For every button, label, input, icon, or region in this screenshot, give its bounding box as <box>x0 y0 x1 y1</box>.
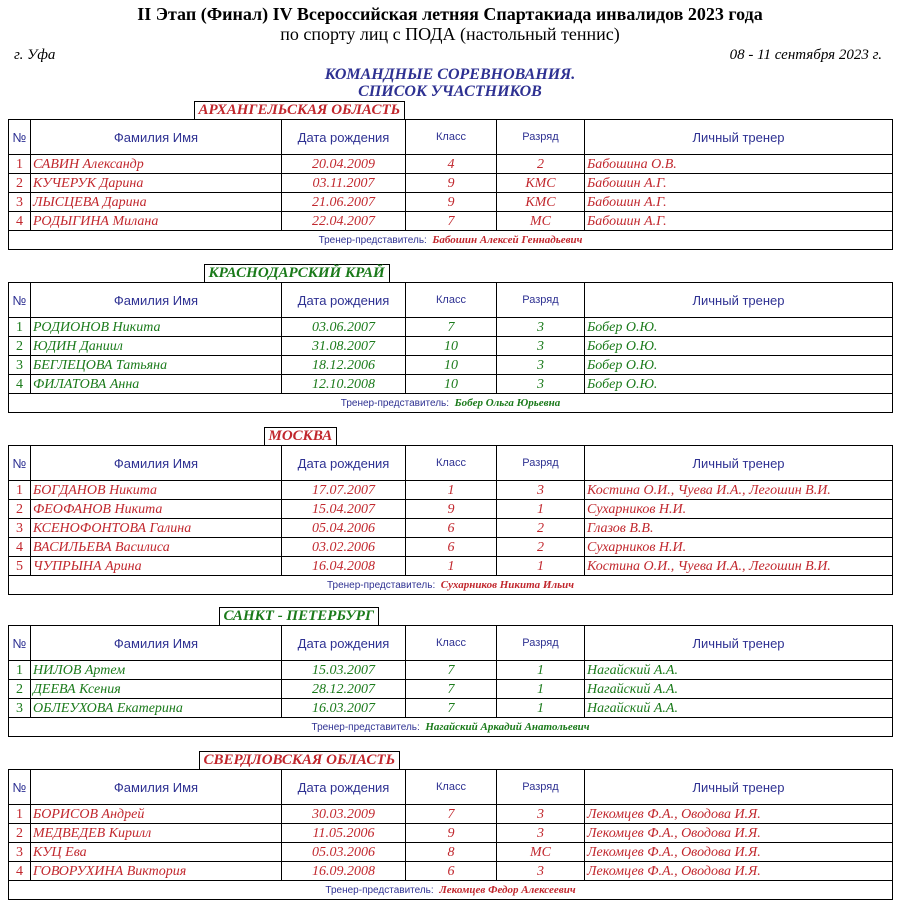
player-class: 7 <box>406 680 497 699</box>
team-table <box>8 264 893 413</box>
player-num: 3 <box>9 843 31 862</box>
player-birth: 21.06.2007 <box>282 193 406 212</box>
table-row <box>9 699 893 718</box>
competition-title: КОМАНДНЫЕ СОРЕВНОВАНИЯ. <box>324 66 576 83</box>
player-rank: 3 <box>497 862 585 881</box>
player-coach: Костина О.И., Чуева И.А., Легошин В.И. <box>585 557 893 576</box>
player-birth: 28.12.2007 <box>282 680 406 699</box>
player-class: 8 <box>406 843 497 862</box>
col-birth-header: Дата рождения <box>282 626 406 661</box>
player-coach: Лекомцев Ф.А., Оводова И.Я. <box>585 805 893 824</box>
player-rank: 1 <box>497 699 585 718</box>
representative-name: Нагайский Аркадий Анатольевич <box>425 720 590 733</box>
player-rank: 2 <box>497 155 585 174</box>
col-name-header: Фамилия Имя <box>31 446 282 481</box>
representative-label: Тренер-представитель: <box>325 884 434 896</box>
player-num: 1 <box>9 805 31 824</box>
table-row <box>9 843 893 862</box>
player-name: КУЧЕРУК Дарина <box>31 174 282 193</box>
table-row <box>9 519 893 538</box>
player-num: 1 <box>9 318 31 337</box>
player-num: 2 <box>9 337 31 356</box>
table-row <box>9 375 893 394</box>
player-num: 5 <box>9 557 31 576</box>
player-birth: 30.03.2009 <box>282 805 406 824</box>
representative-name: Лекомцев Федор Алексеевич <box>439 883 576 896</box>
player-birth: 03.02.2006 <box>282 538 406 557</box>
player-num: 4 <box>9 862 31 881</box>
player-birth: 12.10.2008 <box>282 375 406 394</box>
team-name: СВЕРДЛОВСКАЯ ОБЛАСТЬ <box>199 751 401 769</box>
player-coach: Бабошин А.Г. <box>585 193 893 212</box>
player-class: 7 <box>406 318 497 337</box>
player-num: 4 <box>9 375 31 394</box>
player-num: 4 <box>9 538 31 557</box>
team-block <box>8 607 892 737</box>
player-name: ЮДИН Даниил <box>31 337 282 356</box>
player-rank: 3 <box>497 337 585 356</box>
player-coach: Костина О.И., Чуева И.А., Легошин В.И. <box>585 481 893 500</box>
player-class: 7 <box>406 661 497 680</box>
team-block <box>8 264 892 413</box>
player-coach: Бабошин А.Г. <box>585 174 893 193</box>
player-name: ФЕОФАНОВ Никита <box>31 500 282 519</box>
player-rank: 1 <box>497 500 585 519</box>
representative-name: Сухарников Никита Ильич <box>440 578 575 591</box>
col-birth-header: Дата рождения <box>282 770 406 805</box>
page-title: II Этап (Финал) IV Всероссийская летняя Спартакиада инвалидов 2023 года <box>137 4 763 24</box>
player-rank: МС <box>497 212 585 231</box>
col-rank-header: Разряд <box>497 446 585 481</box>
player-coach: Лекомцев Ф.А., Оводова И.Я. <box>585 824 893 843</box>
player-rank: МС <box>497 843 585 862</box>
player-rank: 3 <box>497 805 585 824</box>
team-table <box>8 427 893 595</box>
player-coach: Нагайский А.А. <box>585 661 893 680</box>
team-table <box>8 607 893 737</box>
player-coach: Нагайский А.А. <box>585 680 893 699</box>
player-name: БОРИСОВ Андрей <box>31 805 282 824</box>
player-coach: Лекомцев Ф.А., Оводова И.Я. <box>585 862 893 881</box>
player-num: 1 <box>9 481 31 500</box>
player-name: РОДИОНОВ Никита <box>31 318 282 337</box>
team-name: САНКТ - ПЕТЕРБУРГ <box>219 607 380 625</box>
representative-label: Тренер-представитель: <box>340 397 450 409</box>
col-name-header: Фамилия Имя <box>31 626 282 661</box>
player-class: 1 <box>406 481 497 500</box>
player-num: 2 <box>9 174 31 193</box>
player-name: БОГДАНОВ Никита <box>31 481 282 500</box>
player-birth: 15.03.2007 <box>282 661 406 680</box>
col-coach-header: Личный тренер <box>585 120 893 155</box>
player-coach: Бобер О.Ю. <box>585 375 893 394</box>
player-rank: 3 <box>497 356 585 375</box>
player-name: РОДЫГИНА Милана <box>31 212 282 231</box>
team-representative <box>9 881 893 900</box>
player-coach: Глазов В.В. <box>585 519 893 538</box>
player-coach: Бобер О.Ю. <box>585 356 893 375</box>
player-birth: 11.05.2006 <box>282 824 406 843</box>
dates-label: 08 - 11 сентября 2023 г. <box>729 47 882 63</box>
player-birth: 31.08.2007 <box>282 337 406 356</box>
player-coach: Бобер О.Ю. <box>585 337 893 356</box>
team-name: МОСКВА <box>264 427 338 445</box>
player-rank: 3 <box>497 318 585 337</box>
col-class-header: Класс <box>406 626 497 661</box>
participants-list-title: СПИСОК УЧАСТНИКОВ <box>358 83 542 100</box>
table-row <box>9 318 893 337</box>
player-class: 7 <box>406 699 497 718</box>
player-class: 9 <box>406 193 497 212</box>
player-birth: 15.04.2007 <box>282 500 406 519</box>
table-row <box>9 557 893 576</box>
player-name: КУЦ Ева <box>31 843 282 862</box>
table-row <box>9 212 893 231</box>
team-name: КРАСНОДАРСКИЙ КРАЙ <box>204 264 390 282</box>
player-rank: 3 <box>497 824 585 843</box>
player-num: 3 <box>9 699 31 718</box>
player-class: 6 <box>406 538 497 557</box>
player-num: 4 <box>9 212 31 231</box>
player-class: 10 <box>406 356 497 375</box>
player-birth: 16.03.2007 <box>282 699 406 718</box>
table-row <box>9 538 893 557</box>
player-rank: 1 <box>497 557 585 576</box>
table-row <box>9 862 893 881</box>
player-num: 3 <box>9 519 31 538</box>
col-class-header: Класс <box>406 446 497 481</box>
player-class: 10 <box>406 337 497 356</box>
player-num: 2 <box>9 500 31 519</box>
col-birth-header: Дата рождения <box>282 120 406 155</box>
player-class: 7 <box>406 805 497 824</box>
representative-name: Бобер Ольга Юрьевна <box>454 396 561 409</box>
player-class: 4 <box>406 155 497 174</box>
team-representative <box>9 231 893 250</box>
page-subtitle: по спорту лиц с ПОДА (настольный теннис) <box>280 24 620 44</box>
player-num: 1 <box>9 155 31 174</box>
col-class-header: Класс <box>406 283 497 318</box>
team-representative <box>9 394 893 413</box>
player-coach: Бабошина О.В. <box>585 155 893 174</box>
col-rank-header: Разряд <box>497 770 585 805</box>
player-name: МЕДВЕДЕВ Кирилл <box>31 824 282 843</box>
representative-name: Бабошин Алексей Геннадьевич <box>432 233 583 246</box>
table-row <box>9 337 893 356</box>
player-name: ФИЛАТОВА Анна <box>31 375 282 394</box>
player-name: САВИН Александр <box>31 155 282 174</box>
col-coach-header: Личный тренер <box>585 283 893 318</box>
player-class: 6 <box>406 862 497 881</box>
table-row <box>9 680 893 699</box>
team-block <box>8 751 892 900</box>
competition-heading <box>0 66 900 100</box>
table-row <box>9 155 893 174</box>
player-coach: Сухарников Н.И. <box>585 538 893 557</box>
player-name: ЧУПРЫНА Арина <box>31 557 282 576</box>
team-block <box>8 101 892 250</box>
col-num-header: № <box>9 770 31 805</box>
player-name: КСЕНОФОНТОВА Галина <box>31 519 282 538</box>
player-birth: 22.04.2007 <box>282 212 406 231</box>
team-block <box>8 427 892 595</box>
player-num: 1 <box>9 661 31 680</box>
table-row <box>9 481 893 500</box>
team-table <box>8 101 893 250</box>
col-num-header: № <box>9 446 31 481</box>
player-coach: Лекомцев Ф.А., Оводова И.Я. <box>585 843 893 862</box>
player-rank: КМС <box>497 174 585 193</box>
table-row <box>9 356 893 375</box>
table-row <box>9 805 893 824</box>
player-class: 9 <box>406 824 497 843</box>
player-birth: 03.06.2007 <box>282 318 406 337</box>
player-name: ЛЫСЦЕВА Дарина <box>31 193 282 212</box>
player-birth: 05.03.2006 <box>282 843 406 862</box>
player-rank: 3 <box>497 375 585 394</box>
player-rank: 2 <box>497 519 585 538</box>
table-row <box>9 174 893 193</box>
col-rank-header: Разряд <box>497 626 585 661</box>
col-class-header: Класс <box>406 120 497 155</box>
team-representative <box>9 576 893 595</box>
col-rank-header: Разряд <box>497 120 585 155</box>
col-birth-header: Дата рождения <box>282 283 406 318</box>
table-row <box>9 661 893 680</box>
player-coach: Бабошин А.Г. <box>585 212 893 231</box>
player-class: 9 <box>406 500 497 519</box>
col-rank-header: Разряд <box>497 283 585 318</box>
player-birth: 18.12.2006 <box>282 356 406 375</box>
player-birth: 16.04.2008 <box>282 557 406 576</box>
player-birth: 05.04.2006 <box>282 519 406 538</box>
player-num: 2 <box>9 824 31 843</box>
table-row <box>9 824 893 843</box>
col-class-header: Класс <box>406 770 497 805</box>
player-birth: 03.11.2007 <box>282 174 406 193</box>
table-row <box>9 193 893 212</box>
player-coach: Нагайский А.А. <box>585 699 893 718</box>
col-coach-header: Личный тренер <box>585 626 893 661</box>
player-num: 3 <box>9 356 31 375</box>
player-rank: 1 <box>497 680 585 699</box>
col-name-header: Фамилия Имя <box>31 770 282 805</box>
col-birth-header: Дата рождения <box>282 446 406 481</box>
player-birth: 16.09.2008 <box>282 862 406 881</box>
player-coach: Бобер О.Ю. <box>585 318 893 337</box>
player-name: НИЛОВ Артем <box>31 661 282 680</box>
player-name: БЕГЛЕЦОВА Татьяна <box>31 356 282 375</box>
player-name: ДЕЕВА Ксения <box>31 680 282 699</box>
table-row <box>9 500 893 519</box>
player-class: 1 <box>406 557 497 576</box>
player-name: ГОВОРУХИНА Виктория <box>31 862 282 881</box>
col-coach-header: Личный тренер <box>585 770 893 805</box>
player-class: 9 <box>406 174 497 193</box>
col-num-header: № <box>9 626 31 661</box>
player-birth: 20.04.2009 <box>282 155 406 174</box>
representative-label: Тренер-представитель: <box>326 579 436 591</box>
player-coach: Сухарников Н.И. <box>585 500 893 519</box>
player-class: 10 <box>406 375 497 394</box>
player-rank: 2 <box>497 538 585 557</box>
player-num: 3 <box>9 193 31 212</box>
col-coach-header: Личный тренер <box>585 446 893 481</box>
col-num-header: № <box>9 283 31 318</box>
col-name-header: Фамилия Имя <box>31 120 282 155</box>
team-name: АРХАНГЕЛЬСКАЯ ОБЛАСТЬ <box>194 101 406 119</box>
player-class: 7 <box>406 212 497 231</box>
city-label: г. Уфа <box>14 47 56 63</box>
player-rank: КМС <box>497 193 585 212</box>
col-name-header: Фамилия Имя <box>31 283 282 318</box>
team-representative <box>9 718 893 737</box>
representative-label: Тренер-представитель: <box>311 721 420 733</box>
player-name: ВАСИЛЬЕВА Василиса <box>31 538 282 557</box>
player-class: 6 <box>406 519 497 538</box>
player-rank: 3 <box>497 481 585 500</box>
player-num: 2 <box>9 680 31 699</box>
player-birth: 17.07.2007 <box>282 481 406 500</box>
player-rank: 1 <box>497 661 585 680</box>
team-table <box>8 751 893 900</box>
col-num-header: № <box>9 120 31 155</box>
representative-label: Тренер-представитель: <box>318 234 427 246</box>
player-name: ОБЛЕУХОВА Екатерина <box>31 699 282 718</box>
